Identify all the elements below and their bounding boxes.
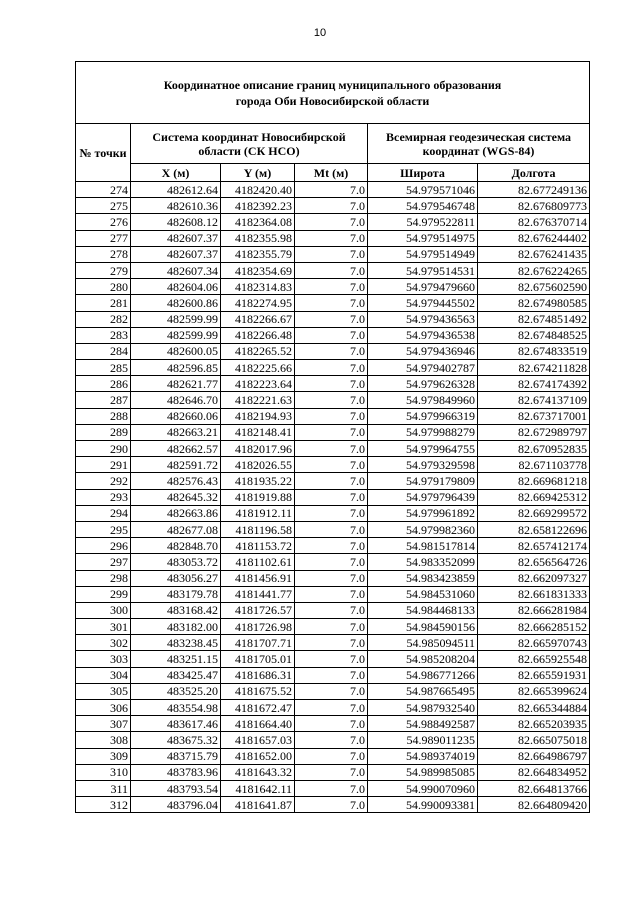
x-cell: 482610.36 (131, 198, 221, 214)
x-cell: 482591.72 (131, 457, 221, 473)
table-row (76, 376, 590, 392)
longitude-cell: 82.674980585 (478, 295, 590, 311)
latitude-cell: 54.979796439 (368, 489, 478, 505)
point-number-cell: 311 (76, 780, 131, 796)
point-number-cell: 277 (76, 230, 131, 246)
y-cell: 4182364.08 (221, 214, 295, 230)
latitude-cell: 54.979329598 (368, 457, 478, 473)
y-cell: 4181441.77 (221, 586, 295, 602)
mt-column-header: Mt (м) (295, 164, 368, 182)
point-number-cell: 310 (76, 764, 131, 780)
latitude-cell: 54.979964755 (368, 441, 478, 457)
latitude-cell: 54.985208204 (368, 651, 478, 667)
point-number-cell: 306 (76, 700, 131, 716)
mt-cell: 7.0 (295, 360, 368, 376)
x-cell: 483675.32 (131, 732, 221, 748)
longitude-cell: 82.676809773 (478, 198, 590, 214)
mt-cell: 7.0 (295, 764, 368, 780)
longitude-cell: 82.669681218 (478, 473, 590, 489)
longitude-cell: 82.674848525 (478, 327, 590, 343)
latitude-cell: 54.979479660 (368, 279, 478, 295)
point-number-cell: 289 (76, 424, 131, 440)
latitude-cell: 54.985094511 (368, 635, 478, 651)
latitude-cell: 54.979571046 (368, 182, 478, 198)
table-row (76, 182, 590, 198)
latitude-cell: 54.983423859 (368, 570, 478, 586)
point-number-cell: 309 (76, 748, 131, 764)
point-number-cell: 276 (76, 214, 131, 230)
point-number-cell: 312 (76, 797, 131, 813)
table-row (76, 651, 590, 667)
mt-cell: 7.0 (295, 311, 368, 327)
latitude-cell: 54.979179809 (368, 473, 478, 489)
point-number-cell: 297 (76, 554, 131, 570)
table-row (76, 635, 590, 651)
mt-cell: 7.0 (295, 279, 368, 295)
table-body (76, 182, 590, 813)
y-cell: 4182266.67 (221, 311, 295, 327)
x-cell: 483056.27 (131, 570, 221, 586)
latitude-cell: 54.979514975 (368, 230, 478, 246)
x-cell: 482599.99 (131, 311, 221, 327)
x-cell: 483715.79 (131, 748, 221, 764)
longitude-cell: 82.676241435 (478, 246, 590, 262)
y-cell: 4181686.31 (221, 667, 295, 683)
mt-cell: 7.0 (295, 780, 368, 796)
latitude-cell: 54.979546748 (368, 198, 478, 214)
y-cell: 4181652.00 (221, 748, 295, 764)
y-cell: 4182355.98 (221, 230, 295, 246)
table-row (76, 797, 590, 813)
x-cell: 482660.06 (131, 408, 221, 424)
x-cell: 482663.86 (131, 505, 221, 521)
x-cell: 483182.00 (131, 619, 221, 635)
latitude-cell: 54.987932540 (368, 700, 478, 716)
latitude-cell: 54.984531060 (368, 586, 478, 602)
point-number-cell: 302 (76, 635, 131, 651)
table-row (76, 554, 590, 570)
mt-cell: 7.0 (295, 246, 368, 262)
mt-cell: 7.0 (295, 716, 368, 732)
table-row (76, 311, 590, 327)
mt-cell: 7.0 (295, 343, 368, 359)
point-number-cell: 274 (76, 182, 131, 198)
longitude-cell: 82.664986797 (478, 748, 590, 764)
mt-cell: 7.0 (295, 683, 368, 699)
table-row (76, 764, 590, 780)
mt-cell: 7.0 (295, 586, 368, 602)
y-cell: 4182355.79 (221, 246, 295, 262)
mt-cell: 7.0 (295, 457, 368, 473)
longitude-cell: 82.664834952 (478, 764, 590, 780)
y-cell: 4182314.83 (221, 279, 295, 295)
mt-cell: 7.0 (295, 408, 368, 424)
latitude-cell: 54.983352099 (368, 554, 478, 570)
x-cell: 483554.98 (131, 700, 221, 716)
table-row (76, 214, 590, 230)
mt-cell: 7.0 (295, 521, 368, 537)
x-cell: 483238.45 (131, 635, 221, 651)
y-cell: 4182221.63 (221, 392, 295, 408)
table-title-line1: Координатное описание границ муниципального образования (163, 77, 502, 92)
mt-cell: 7.0 (295, 554, 368, 570)
mt-cell: 7.0 (295, 473, 368, 489)
mt-cell: 7.0 (295, 441, 368, 457)
mt-cell: 7.0 (295, 602, 368, 618)
table-row (76, 619, 590, 635)
y-cell: 4181153.72 (221, 538, 295, 554)
latitude-cell: 54.979961892 (368, 505, 478, 521)
y-cell: 4182017.96 (221, 441, 295, 457)
longitude-cell: 82.665399624 (478, 683, 590, 699)
point-number-cell: 281 (76, 295, 131, 311)
longitude-cell: 82.656564726 (478, 554, 590, 570)
latitude-cell: 54.986771266 (368, 667, 478, 683)
y-cell: 4181196.58 (221, 521, 295, 537)
point-number-cell: 305 (76, 683, 131, 699)
point-number-cell: 290 (76, 441, 131, 457)
mt-cell: 7.0 (295, 230, 368, 246)
longitude-cell: 82.664813766 (478, 780, 590, 796)
point-number-cell: 279 (76, 262, 131, 278)
table-row (76, 521, 590, 537)
latitude-cell: 54.979402787 (368, 360, 478, 376)
x-cell: 482600.05 (131, 343, 221, 359)
point-number-cell: 288 (76, 408, 131, 424)
x-cell: 482677.08 (131, 521, 221, 537)
x-cell: 482621.77 (131, 376, 221, 392)
table-row (76, 424, 590, 440)
longitude-cell: 82.674174392 (478, 376, 590, 392)
table-row (76, 538, 590, 554)
longitude-cell: 82.665075018 (478, 732, 590, 748)
point-number-cell: 296 (76, 538, 131, 554)
point-number-cell: 307 (76, 716, 131, 732)
y-cell: 4181642.11 (221, 780, 295, 796)
table-row (76, 343, 590, 359)
longitude-cell: 82.676244402 (478, 230, 590, 246)
mt-cell: 7.0 (295, 424, 368, 440)
latitude-cell: 54.979982360 (368, 521, 478, 537)
mt-cell: 7.0 (295, 182, 368, 198)
latitude-cell: 54.989011235 (368, 732, 478, 748)
latitude-cell: 54.988492587 (368, 716, 478, 732)
longitude-cell: 82.674137109 (478, 392, 590, 408)
table-row (76, 473, 590, 489)
point-number-header: № точки (76, 124, 131, 182)
point-number-cell: 282 (76, 311, 131, 327)
latitude-cell: 54.989985085 (368, 764, 478, 780)
x-cell: 482604.06 (131, 279, 221, 295)
x-cell: 482645.32 (131, 489, 221, 505)
latitude-cell: 54.979626328 (368, 376, 478, 392)
x-cell: 482596.85 (131, 360, 221, 376)
longitude-cell: 82.666285152 (478, 619, 590, 635)
mt-cell: 7.0 (295, 570, 368, 586)
y-cell: 4181707.71 (221, 635, 295, 651)
latitude-cell: 54.984590156 (368, 619, 478, 635)
x-cell: 482612.64 (131, 182, 221, 198)
longitude-cell: 82.676370714 (478, 214, 590, 230)
y-cell: 4181726.98 (221, 619, 295, 635)
mt-cell: 7.0 (295, 619, 368, 635)
y-cell: 4182420.40 (221, 182, 295, 198)
y-cell: 4182148.41 (221, 424, 295, 440)
table-title (76, 62, 590, 124)
table-title-line2: города Оби Новосибирской области (235, 93, 430, 108)
x-cell: 483796.04 (131, 797, 221, 813)
y-cell: 4181643.32 (221, 764, 295, 780)
longitude-cell: 82.665591931 (478, 667, 590, 683)
y-cell: 4181675.52 (221, 683, 295, 699)
point-number-cell: 293 (76, 489, 131, 505)
table-row (76, 780, 590, 796)
y-cell: 4181456.91 (221, 570, 295, 586)
longitude-cell: 82.674211828 (478, 360, 590, 376)
y-cell: 4182026.55 (221, 457, 295, 473)
y-cell: 4181919.88 (221, 489, 295, 505)
y-cell: 4181641.87 (221, 797, 295, 813)
y-cell: 4182392.23 (221, 198, 295, 214)
x-cell: 482599.99 (131, 327, 221, 343)
coordinates-table (75, 61, 590, 813)
point-number-cell: 275 (76, 198, 131, 214)
table-row (76, 505, 590, 521)
longitude-cell: 82.671103778 (478, 457, 590, 473)
longitude-cell: 82.661831333 (478, 586, 590, 602)
latitude-cell: 54.979445502 (368, 295, 478, 311)
table-row (76, 262, 590, 278)
x-cell: 483793.54 (131, 780, 221, 796)
x-cell: 483053.72 (131, 554, 221, 570)
longitude-cell: 82.657412174 (478, 538, 590, 554)
longitude-cell: 82.669299572 (478, 505, 590, 521)
mt-cell: 7.0 (295, 376, 368, 392)
x-cell: 482646.70 (131, 392, 221, 408)
table-row (76, 198, 590, 214)
point-number-cell: 308 (76, 732, 131, 748)
y-cell: 4182223.64 (221, 376, 295, 392)
y-cell: 4181912.11 (221, 505, 295, 521)
longitude-cell: 82.665344884 (478, 700, 590, 716)
table-row (76, 279, 590, 295)
y-cell: 4181726.57 (221, 602, 295, 618)
x-cell: 483251.15 (131, 651, 221, 667)
y-cell: 4182274.95 (221, 295, 295, 311)
latitude-cell: 54.979436563 (368, 311, 478, 327)
mt-cell: 7.0 (295, 392, 368, 408)
latitude-cell: 54.979436946 (368, 343, 478, 359)
longitude-cell: 82.666281984 (478, 602, 590, 618)
table-row (76, 230, 590, 246)
y-cell: 4182265.52 (221, 343, 295, 359)
table-row (76, 327, 590, 343)
table-row (76, 360, 590, 376)
mt-cell: 7.0 (295, 489, 368, 505)
longitude-cell: 82.673717001 (478, 408, 590, 424)
x-cell: 482608.12 (131, 214, 221, 230)
point-number-cell: 286 (76, 376, 131, 392)
point-number-cell: 292 (76, 473, 131, 489)
nso-system-header: Система координат Новосибирской области (СК НСО) (131, 124, 368, 164)
longitude-cell: 82.664809420 (478, 797, 590, 813)
longitude-cell: 82.674833519 (478, 343, 590, 359)
longitude-cell: 82.665203935 (478, 716, 590, 732)
x-cell: 483525.20 (131, 683, 221, 699)
longitude-cell: 82.662097327 (478, 570, 590, 586)
point-number-cell: 298 (76, 570, 131, 586)
mt-cell: 7.0 (295, 538, 368, 554)
point-number-cell: 291 (76, 457, 131, 473)
mt-cell: 7.0 (295, 295, 368, 311)
y-column-header: Y (м) (221, 164, 295, 182)
latitude-cell: 54.981517814 (368, 538, 478, 554)
point-number-cell: 300 (76, 602, 131, 618)
latitude-cell: 54.989374019 (368, 748, 478, 764)
x-cell: 482600.86 (131, 295, 221, 311)
x-cell: 482607.37 (131, 246, 221, 262)
mt-cell: 7.0 (295, 198, 368, 214)
mt-cell: 7.0 (295, 700, 368, 716)
table-row (76, 732, 590, 748)
point-number-cell: 280 (76, 279, 131, 295)
latitude-cell: 54.984468133 (368, 602, 478, 618)
point-number-cell: 287 (76, 392, 131, 408)
table-row (76, 748, 590, 764)
latitude-cell: 54.979849960 (368, 392, 478, 408)
x-cell: 482607.34 (131, 262, 221, 278)
longitude-column-header: Долгота (478, 164, 590, 182)
mt-cell: 7.0 (295, 797, 368, 813)
page-number: 10 (313, 27, 327, 39)
longitude-cell: 82.669425312 (478, 489, 590, 505)
y-cell: 4181664.40 (221, 716, 295, 732)
table-row (76, 392, 590, 408)
latitude-cell: 54.987665495 (368, 683, 478, 699)
point-number-cell: 303 (76, 651, 131, 667)
table-row (76, 441, 590, 457)
x-cell: 482576.43 (131, 473, 221, 489)
y-cell: 4181102.61 (221, 554, 295, 570)
point-number-cell: 294 (76, 505, 131, 521)
table-row (76, 246, 590, 262)
y-cell: 4181672.47 (221, 700, 295, 716)
x-cell: 483179.78 (131, 586, 221, 602)
latitude-column-header: Широта (368, 164, 478, 182)
point-number-cell: 284 (76, 343, 131, 359)
latitude-cell: 54.979988279 (368, 424, 478, 440)
table-row (76, 716, 590, 732)
point-number-cell: 301 (76, 619, 131, 635)
y-cell: 4182194.93 (221, 408, 295, 424)
mt-cell: 7.0 (295, 748, 368, 764)
table-row (76, 408, 590, 424)
y-cell: 4182225.66 (221, 360, 295, 376)
table-row (76, 667, 590, 683)
longitude-cell: 82.676224265 (478, 262, 590, 278)
latitude-cell: 54.979514949 (368, 246, 478, 262)
latitude-cell: 54.979436538 (368, 327, 478, 343)
mt-cell: 7.0 (295, 327, 368, 343)
longitude-cell: 82.665970743 (478, 635, 590, 651)
x-cell: 483425.47 (131, 667, 221, 683)
mt-cell: 7.0 (295, 505, 368, 521)
table-row (76, 700, 590, 716)
mt-cell: 7.0 (295, 214, 368, 230)
x-column-header: X (м) (131, 164, 221, 182)
y-cell: 4181657.03 (221, 732, 295, 748)
mt-cell: 7.0 (295, 667, 368, 683)
latitude-cell: 54.979522811 (368, 214, 478, 230)
wgs84-system-header: Всемирная геодезическая система координат (WGS-84) (368, 124, 590, 164)
table-row (76, 295, 590, 311)
table-row (76, 683, 590, 699)
x-cell: 482607.37 (131, 230, 221, 246)
longitude-cell: 82.670952835 (478, 441, 590, 457)
point-number-cell: 299 (76, 586, 131, 602)
table-row (76, 457, 590, 473)
table-row (76, 586, 590, 602)
table-row (76, 489, 590, 505)
x-cell: 483168.42 (131, 602, 221, 618)
x-cell: 482662.57 (131, 441, 221, 457)
y-cell: 4182354.69 (221, 262, 295, 278)
longitude-cell: 82.658122696 (478, 521, 590, 537)
point-number-cell: 295 (76, 521, 131, 537)
x-cell: 482663.21 (131, 424, 221, 440)
x-cell: 483783.96 (131, 764, 221, 780)
point-number-cell: 285 (76, 360, 131, 376)
table-row (76, 602, 590, 618)
y-cell: 4181935.22 (221, 473, 295, 489)
mt-cell: 7.0 (295, 732, 368, 748)
mt-cell: 7.0 (295, 651, 368, 667)
longitude-cell: 82.672989797 (478, 424, 590, 440)
latitude-cell: 54.990093381 (368, 797, 478, 813)
latitude-cell: 54.979514531 (368, 262, 478, 278)
point-number-cell: 304 (76, 667, 131, 683)
longitude-cell: 82.677249136 (478, 182, 590, 198)
x-cell: 483617.46 (131, 716, 221, 732)
mt-cell: 7.0 (295, 262, 368, 278)
longitude-cell: 82.675602590 (478, 279, 590, 295)
longitude-cell: 82.665925548 (478, 651, 590, 667)
table-row (76, 570, 590, 586)
mt-cell: 7.0 (295, 635, 368, 651)
longitude-cell: 82.674851492 (478, 311, 590, 327)
y-cell: 4182266.48 (221, 327, 295, 343)
point-number-cell: 278 (76, 246, 131, 262)
latitude-cell: 54.990070960 (368, 780, 478, 796)
x-cell: 482848.70 (131, 538, 221, 554)
latitude-cell: 54.979966319 (368, 408, 478, 424)
y-cell: 4181705.01 (221, 651, 295, 667)
point-number-cell: 283 (76, 327, 131, 343)
